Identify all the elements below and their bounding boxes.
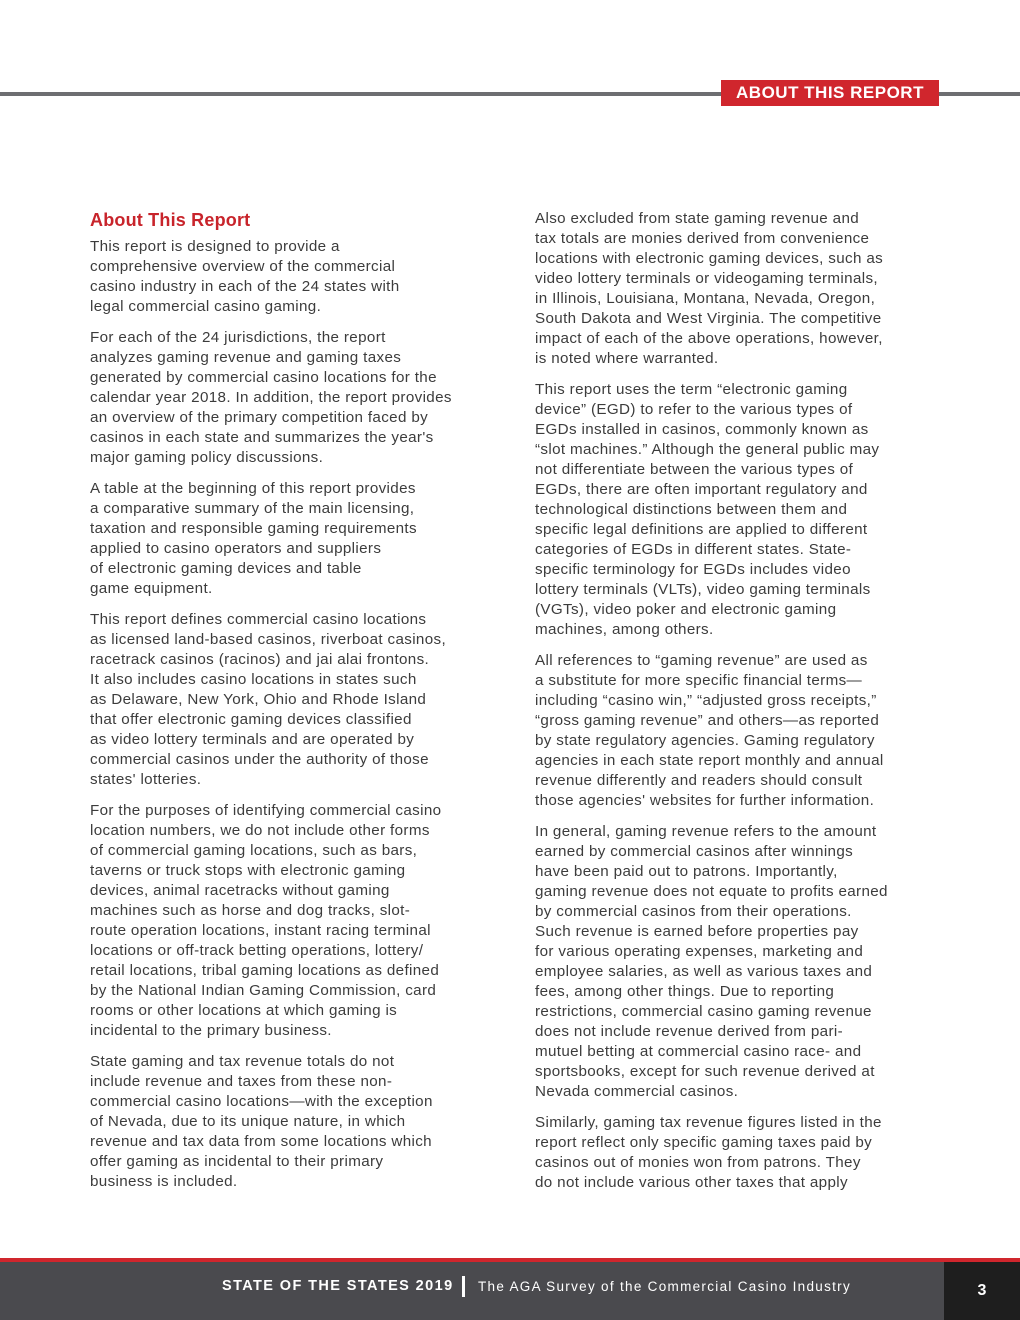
paragraph: This report uses the term “electronic gaming device” (EGD) to refer to the various types of EGDs installed in casinos, commonly known as “slot machines.” Although the general public may not differentiate between the various types of EGDs, there are often important regulatory and technological distinctions between them and specific legal definitions are applied to different categories of EGDs in different states. State- specific terminology for EGDs includes video lottery terminals (VLTs), video gaming terminals (VGTs), video poker and electronic gaming machines, among others.	[535, 381, 880, 638]
paragraph: Similarly, gaming tax revenue figures listed in the report reflect only specific gaming taxes paid by casinos out of monies won from patrons. They do not include various other taxes that apply	[535, 1114, 882, 1191]
right-column	[535, 209, 928, 1204]
paragraph: All references to “gaming revenue” are used as a substitute for more specific financial terms— including “casino win,” “adjusted gross receipts,” “gross gaming revenue” and others—as reported by state regulatory agencies. Gaming regulatory agencies in each state report monthly and annual revenue differently and readers should consult those agencies' websites for further information.	[535, 652, 884, 809]
paragraph: For the purposes of identifying commercial casino location numbers, we do not include other forms of commercial gaming locations, such as bars, taverns or truck stops with electronic gaming devices, animal racetracks without gaming machines such as horse and dog tracks, slot- route operation locations, instant racing terminal locations or off-track betting operations, lottery/ retail locations, tribal gaming locations as defined by the National Indian Gaming Commission, card rooms or other locations at which gaming is incidental to the primary business.	[90, 802, 442, 1039]
footer-divider	[462, 1276, 465, 1297]
article-heading: About This Report	[90, 210, 251, 230]
section-label: ABOUT THIS REPORT	[721, 80, 939, 106]
paragraph: Also excluded from state gaming revenue and tax totals are monies derived from convenience locations with electronic gaming devices, such as video lottery terminals or videogaming terminals, in Illinois, Louisiana, Montana, Nevada, Oregon, South Dakota and West Virginia. The competitive impact of each of the above operations, however, is noted where warranted.	[535, 210, 884, 367]
paragraph: For each of the 24 jurisdictions, the report analyzes gaming revenue and gaming taxes generated by commercial casino locations for the calendar year 2018. In addition, the report provides an overview of the primary competition faced by casinos in each state and summarizes the year's major gaming policy discussions.	[90, 329, 452, 466]
paragraph: State gaming and tax revenue totals do not include revenue and taxes from these non- commercial casino locations—with the exception of Nevada, due to its unique nature, in which revenue and tax data from some locations which offer gaming as incidental to their primary business is included.	[90, 1053, 433, 1190]
paragraph: This report is designed to provide a comprehensive overview of the commercial casino industry in each of the 24 states with legal commercial casino gaming.	[90, 238, 400, 315]
footer-subtitle: The AGA Survey of the Commercial Casino Industry	[478, 1278, 852, 1294]
paragraph: A table at the beginning of this report provides a comparative summary of the main licensing, taxation and responsible gaming requirements applied to casino operators and suppliers of electronic gaming devices and table game equipment.	[90, 480, 417, 597]
left-column	[90, 207, 488, 1203]
page-footer	[0, 1262, 1020, 1320]
paragraph: In general, gaming revenue refers to the amount earned by commercial casinos after winnings have been paid out to patrons. Importantly, gaming revenue does not equate to profits earned by commercial casinos from their operations. Such revenue is earned before properties pay for various operating expenses, marketing and employee salaries, as well as various taxes and fees, among other things. Due to reporting restrictions, commercial casino gaming revenue does not include revenue derived from pari- mutuel betting at commercial casino race- and sportsbooks, except for such revenue derived at Nevada commercial casinos.	[535, 823, 888, 1100]
page-number: 3	[944, 1262, 1020, 1320]
footer-title: STATE OF THE STATES 2019	[222, 1278, 454, 1294]
paragraph: This report defines commercial casino locations as licensed land-based casinos, riverboat casinos, racetrack casinos (racinos) and jai alai frontons. It also includes casino locations in states such as Delaware, New York, Ohio and Rhode Island that offer electronic gaming devices classified as video lottery terminals and are operated by commercial casinos under the authority of those states' lotteries.	[90, 611, 447, 788]
